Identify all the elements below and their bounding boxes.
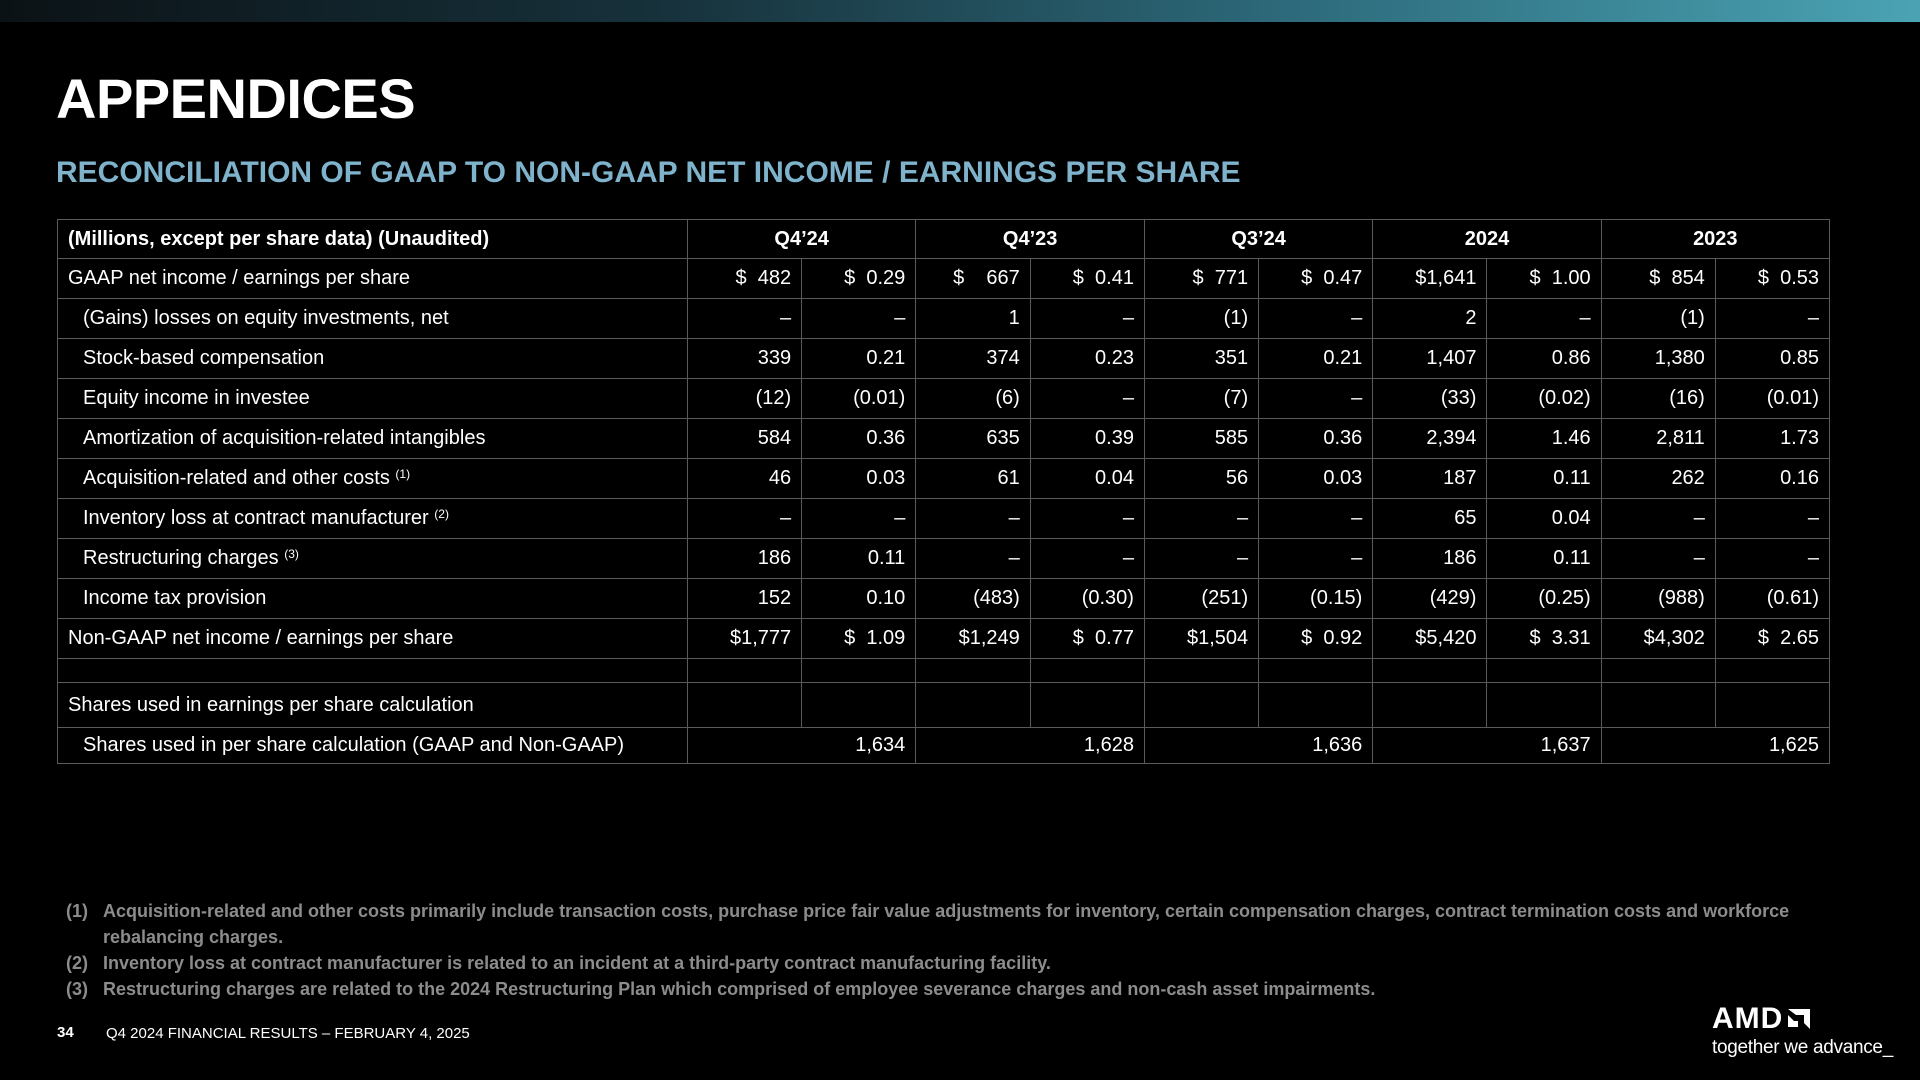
footnote-text: Restructuring charges are related to the 2024 Restructuring Plan which comprised of employee severance charges and non-cash asset impairments. <box>103 979 1376 999</box>
footnote-text: Inventory loss at contract manufacturer is related to an incident at a third-party contract manufacturing facility. <box>103 953 1051 973</box>
value-cell: (429) <box>1373 579 1487 619</box>
value-cell: 0.23 <box>1030 339 1144 379</box>
footnote-ref: (2) <box>434 507 449 521</box>
value-cell: $ 2.65 <box>1715 619 1829 659</box>
value-cell: – <box>1601 499 1715 539</box>
row-label <box>58 499 688 539</box>
value-cell: (1) <box>1144 299 1258 339</box>
footnote-text: Acquisition-related and other costs primarily include transaction costs, purchase price fair value adjustments for inventory, certain compensation charges, contract termination costs and workforce rebalancing charges. <box>103 901 1790 947</box>
footer-text: Q4 2024 FINANCIAL RESULTS – FEBRUARY 4, 2025 <box>106 1025 470 1042</box>
row-label-text: Non-GAAP net income / earnings per share <box>68 627 454 649</box>
value-cell: (0.30) <box>1030 579 1144 619</box>
value-cell: $1,777 <box>687 619 801 659</box>
value-cell: $1,249 <box>916 619 1030 659</box>
value-cell: 2,811 <box>1601 419 1715 459</box>
shares-section-label: Shares used in earnings per share calculation <box>58 683 688 728</box>
value-cell: 65 <box>1373 499 1487 539</box>
row-label <box>58 459 688 499</box>
row-label <box>58 339 688 379</box>
row-label <box>58 379 688 419</box>
row-label-text: Stock-based compensation <box>83 347 325 369</box>
value-cell: $1,504 <box>1144 619 1258 659</box>
footnotes <box>66 898 1856 1002</box>
value-cell: 1,407 <box>1373 339 1487 379</box>
table-body <box>58 259 1830 764</box>
value-cell: – <box>1259 499 1373 539</box>
value-cell: – <box>1144 539 1258 579</box>
value-cell: 187 <box>1373 459 1487 499</box>
value-cell: 0.04 <box>1030 459 1144 499</box>
value-cell: 186 <box>1373 539 1487 579</box>
amd-arrow-icon <box>1786 1007 1812 1031</box>
value-cell: 0.11 <box>1487 539 1601 579</box>
value-cell: 351 <box>1144 339 1258 379</box>
value-cell: – <box>802 299 916 339</box>
value-cell: – <box>802 499 916 539</box>
value-cell: $4,302 <box>1601 619 1715 659</box>
page-number: 34 <box>57 1024 74 1041</box>
footnote-ref: (1) <box>395 467 411 481</box>
footnote <box>66 950 1856 976</box>
value-cell: 186 <box>687 539 801 579</box>
value-cell: – <box>1030 299 1144 339</box>
value-cell: $ 0.77 <box>1030 619 1144 659</box>
row-label <box>58 259 688 299</box>
value-cell: (16) <box>1601 379 1715 419</box>
value-cell: 0.36 <box>802 419 916 459</box>
value-cell: $1,641 <box>1373 259 1487 299</box>
value-cell: (7) <box>1144 379 1258 419</box>
shares-value: 1,637 <box>1373 728 1601 764</box>
value-cell: 635 <box>916 419 1030 459</box>
value-cell: – <box>916 539 1030 579</box>
table-row <box>58 579 1830 619</box>
value-cell: 0.03 <box>802 459 916 499</box>
shares-row <box>58 728 1830 764</box>
table-row <box>58 379 1830 419</box>
value-cell: $ 1.00 <box>1487 259 1601 299</box>
value-cell: 0.86 <box>1487 339 1601 379</box>
top-gradient-bar <box>0 0 1920 22</box>
value-cell: 0.21 <box>802 339 916 379</box>
value-cell: 0.39 <box>1030 419 1144 459</box>
shares-value: 1,628 <box>916 728 1145 764</box>
value-cell: 0.21 <box>1259 339 1373 379</box>
value-cell: (0.02) <box>1487 379 1601 419</box>
row-label <box>58 579 688 619</box>
value-cell: 339 <box>687 339 801 379</box>
value-cell: 1.73 <box>1715 419 1829 459</box>
table-row <box>58 339 1830 379</box>
value-cell: 584 <box>687 419 801 459</box>
value-cell: (6) <box>916 379 1030 419</box>
table-header-row <box>58 220 1830 259</box>
shares-row-label: Shares used in per share calculation (GAAP and Non-GAAP) <box>58 728 688 764</box>
value-cell: (0.01) <box>1715 379 1829 419</box>
footnote-number: (2) <box>66 953 88 973</box>
value-cell: (251) <box>1144 579 1258 619</box>
table-row <box>58 459 1830 499</box>
footnote-ref: (3) <box>284 547 299 561</box>
value-cell: $ 667 <box>916 259 1030 299</box>
value-cell: – <box>1259 299 1373 339</box>
row-label-text: Income tax provision <box>83 587 267 609</box>
value-cell: $ 771 <box>1144 259 1258 299</box>
table-row <box>58 419 1830 459</box>
value-cell: (483) <box>916 579 1030 619</box>
value-cell: 2,394 <box>1373 419 1487 459</box>
value-cell: 61 <box>916 459 1030 499</box>
table-row <box>58 299 1830 339</box>
value-cell: $ 0.47 <box>1259 259 1373 299</box>
value-cell: $ 482 <box>687 259 801 299</box>
value-cell: $ 0.29 <box>802 259 916 299</box>
value-cell: (988) <box>1601 579 1715 619</box>
table-corner-label: (Millions, except per share data) (Unaudited) <box>58 220 688 259</box>
value-cell: (33) <box>1373 379 1487 419</box>
row-label <box>58 619 688 659</box>
period-header: 2024 <box>1373 220 1601 259</box>
value-cell: (1) <box>1601 299 1715 339</box>
value-cell: 0.10 <box>802 579 916 619</box>
row-label-text: Acquisition-related and other costs <box>83 467 390 489</box>
period-header: Q4’23 <box>916 220 1145 259</box>
logo-tagline: together we advance_ <box>1712 1037 1893 1058</box>
period-header: Q3’24 <box>1144 220 1372 259</box>
value-cell: (0.25) <box>1487 579 1601 619</box>
value-cell: 1.46 <box>1487 419 1601 459</box>
value-cell: 46 <box>687 459 801 499</box>
value-cell: – <box>1144 499 1258 539</box>
logo-wordmark-text: AMD <box>1712 1002 1784 1035</box>
row-label-text: GAAP net income / earnings per share <box>68 267 411 289</box>
footnote <box>66 976 1856 1002</box>
row-label-text: (Gains) losses on equity investments, net <box>83 307 449 329</box>
row-label <box>58 299 688 339</box>
value-cell: 1 <box>916 299 1030 339</box>
value-cell: – <box>687 299 801 339</box>
footnote-number: (3) <box>66 979 88 999</box>
footnote <box>66 898 1856 950</box>
period-header: Q4’24 <box>687 220 915 259</box>
value-cell: 0.04 <box>1487 499 1601 539</box>
value-cell: – <box>1715 499 1829 539</box>
shares-value: 1,636 <box>1144 728 1372 764</box>
value-cell: 1,380 <box>1601 339 1715 379</box>
value-cell: $ 0.92 <box>1259 619 1373 659</box>
table-row <box>58 259 1830 299</box>
value-cell: 56 <box>1144 459 1258 499</box>
reconciliation-table <box>57 219 1830 764</box>
row-label-text: Restructuring charges <box>83 547 279 569</box>
value-cell: 374 <box>916 339 1030 379</box>
value-cell: 0.11 <box>802 539 916 579</box>
value-cell: 0.11 <box>1487 459 1601 499</box>
value-cell: 0.16 <box>1715 459 1829 499</box>
row-label-text: Amortization of acquisition-related intangibles <box>83 427 486 449</box>
value-cell: – <box>1487 299 1601 339</box>
value-cell: 0.03 <box>1259 459 1373 499</box>
shares-value: 1,625 <box>1601 728 1829 764</box>
spacer-row <box>58 659 1830 683</box>
table-row <box>58 539 1830 579</box>
value-cell: – <box>1715 299 1829 339</box>
value-cell: 152 <box>687 579 801 619</box>
value-cell: – <box>1030 539 1144 579</box>
value-cell: $ 0.41 <box>1030 259 1144 299</box>
value-cell: 585 <box>1144 419 1258 459</box>
value-cell: – <box>1030 499 1144 539</box>
value-cell: $ 0.53 <box>1715 259 1829 299</box>
amd-logo <box>1712 1002 1902 1059</box>
footnote-number: (1) <box>66 901 88 921</box>
value-cell: $5,420 <box>1373 619 1487 659</box>
shares-value: 1,634 <box>687 728 915 764</box>
value-cell: $ 1.09 <box>802 619 916 659</box>
page-subtitle: RECONCILIATION OF GAAP TO NON-GAAP NET INCOME / EARNINGS PER SHARE <box>56 156 1241 189</box>
period-header: 2023 <box>1601 220 1829 259</box>
value-cell: 0.85 <box>1715 339 1829 379</box>
row-label-text: Equity income in investee <box>83 387 310 409</box>
value-cell: – <box>1259 539 1373 579</box>
value-cell: (0.61) <box>1715 579 1829 619</box>
value-cell: 2 <box>1373 299 1487 339</box>
row-label <box>58 419 688 459</box>
value-cell: $ 3.31 <box>1487 619 1601 659</box>
shares-section-row <box>58 683 1830 728</box>
value-cell: – <box>916 499 1030 539</box>
page-title: APPENDICES <box>56 67 416 130</box>
table-row <box>58 499 1830 539</box>
row-label <box>58 539 688 579</box>
value-cell: 0.36 <box>1259 419 1373 459</box>
value-cell: $ 854 <box>1601 259 1715 299</box>
value-cell: (0.01) <box>802 379 916 419</box>
value-cell: – <box>1259 379 1373 419</box>
value-cell: (12) <box>687 379 801 419</box>
value-cell: – <box>1601 539 1715 579</box>
row-label-text: Inventory loss at contract manufacturer <box>83 507 429 529</box>
value-cell: – <box>1030 379 1144 419</box>
value-cell: 262 <box>1601 459 1715 499</box>
value-cell: (0.15) <box>1259 579 1373 619</box>
logo-wordmark <box>1712 1002 1902 1036</box>
value-cell: – <box>1715 539 1829 579</box>
value-cell: – <box>687 499 801 539</box>
table-row <box>58 619 1830 659</box>
